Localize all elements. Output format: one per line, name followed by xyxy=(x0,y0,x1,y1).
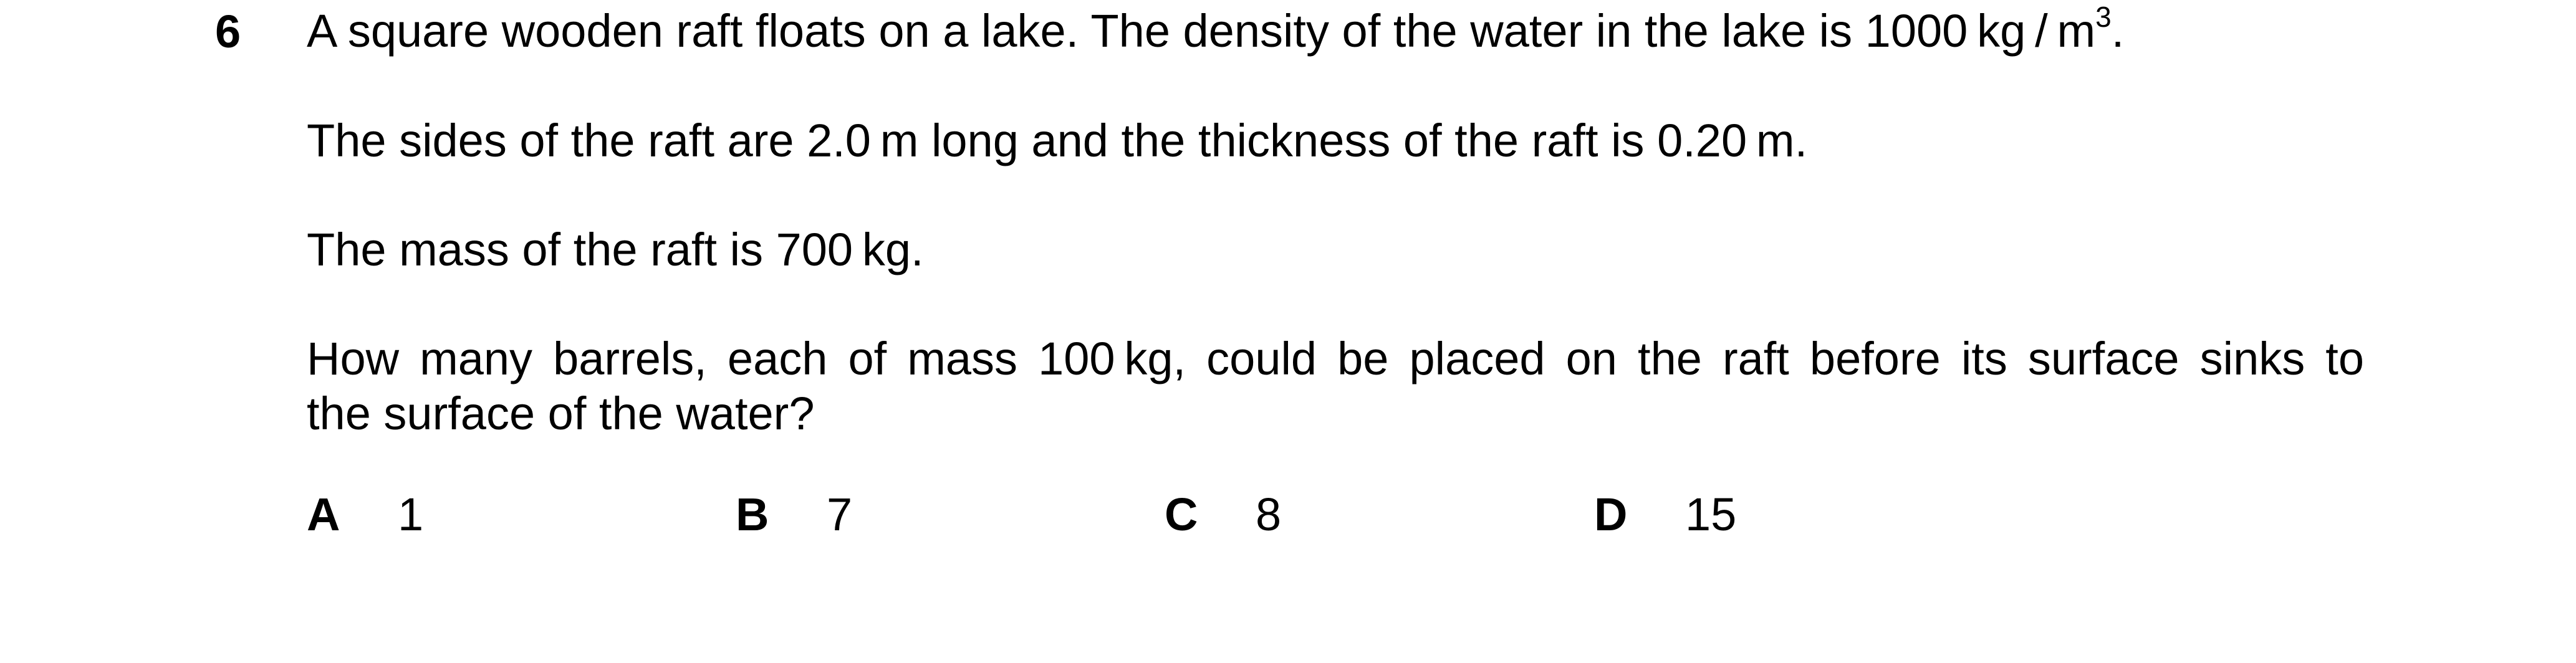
option-letter: B xyxy=(736,489,769,540)
question-number: 6 xyxy=(215,6,241,57)
question-stem-mass: The mass of the raft is 700 kg. xyxy=(307,224,924,275)
option-value: 8 xyxy=(1256,489,1282,540)
option-value: 7 xyxy=(827,489,853,540)
answer-option-b[interactable] xyxy=(736,487,852,542)
density-period: . xyxy=(2111,5,2125,57)
answer-option-d[interactable] xyxy=(1594,487,1736,542)
question-stem-density xyxy=(307,1,2364,59)
question-prompt-line-1: How many barrels, each of mass 100 kg, could be placed on the raft before its surface sinks to xyxy=(307,333,2364,384)
option-value: 15 xyxy=(1685,489,1737,540)
answer-option-a[interactable] xyxy=(307,487,423,542)
option-letter: D xyxy=(1594,489,1628,540)
density-text: A square wooden raft floats on a lake. The density of the water in the lake is 1000 kg / m xyxy=(307,5,2096,57)
question-prompt xyxy=(307,332,2364,441)
option-value: 1 xyxy=(398,489,424,540)
option-letter: A xyxy=(307,489,340,540)
answer-option-c[interactable] xyxy=(1165,487,1281,542)
cubed-superscript: 3 xyxy=(2095,1,2112,34)
question-prompt-line-2: the surface of the water? xyxy=(307,388,815,439)
option-letter: C xyxy=(1165,489,1198,540)
question-stem-dimensions: The sides of the raft are 2.0 m long and the thickness of the raft is 0.20 m. xyxy=(307,115,1808,166)
